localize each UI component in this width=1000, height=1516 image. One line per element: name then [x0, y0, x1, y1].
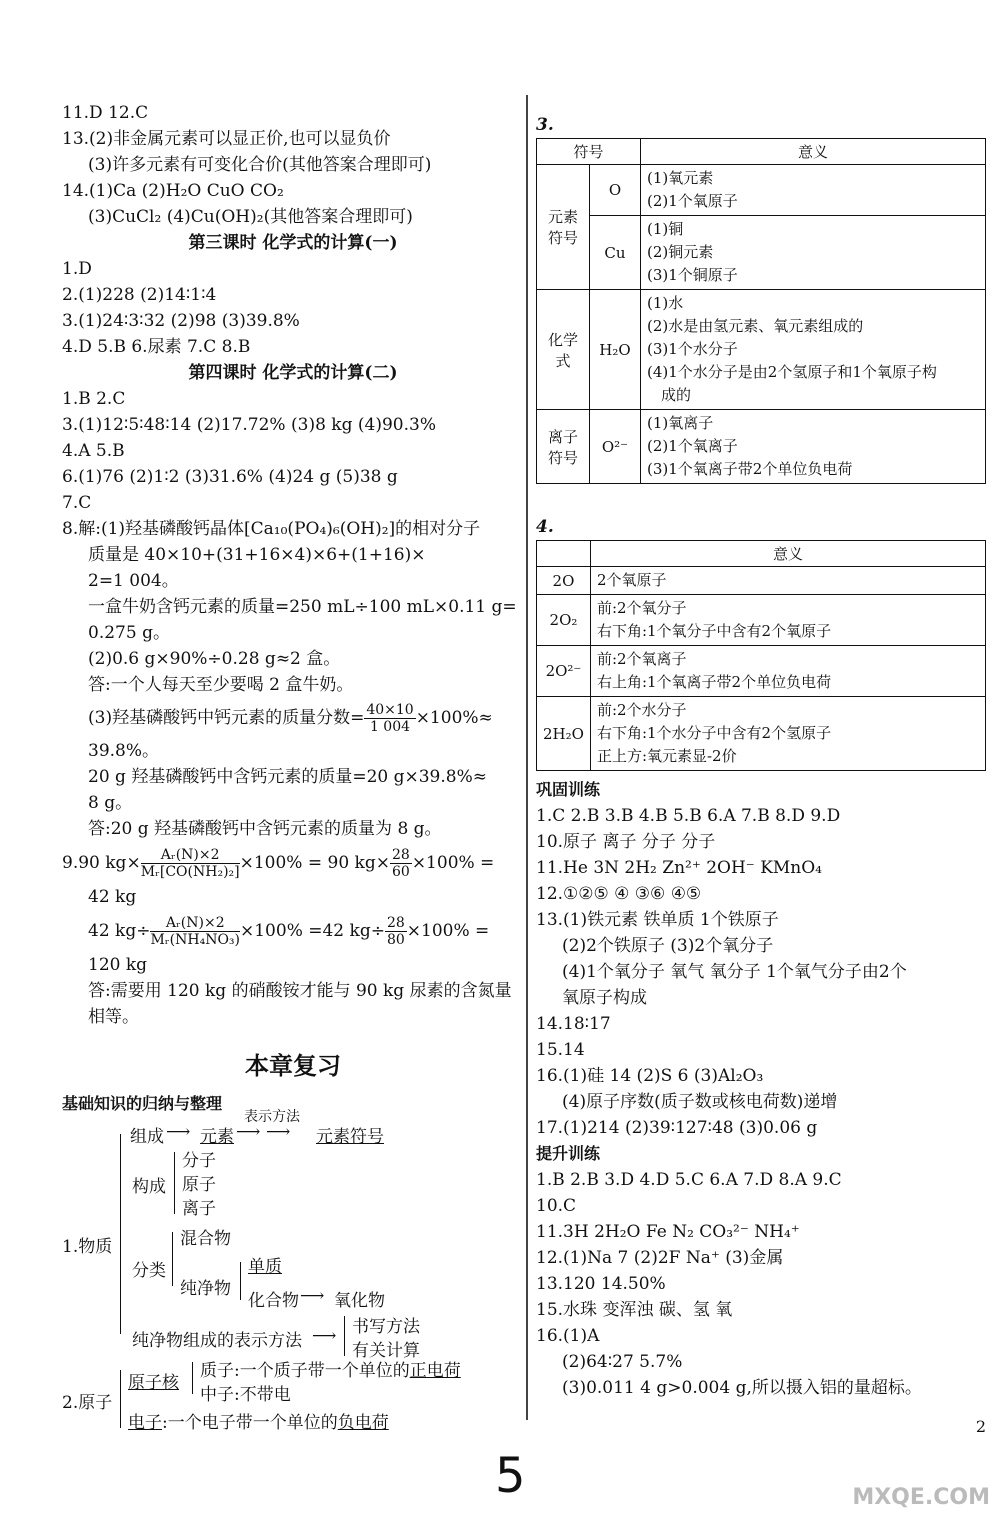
- answer-line: [62, 910, 524, 952]
- fraction-numerator: 28: [386, 915, 405, 931]
- page-number: 2: [975, 1417, 986, 1436]
- fraction: [364, 702, 415, 735]
- review-subtitle: 基础知识的归纳与整理: [62, 1094, 223, 1113]
- table-row: [537, 567, 986, 595]
- answer-line: 3.(1)24∶3∶32 (2)98 (3)39.8%: [62, 311, 300, 331]
- atom-node: 电子: [128, 1413, 162, 1433]
- symbol-cell: 2O₂: [537, 595, 591, 646]
- tree-brace: [240, 1262, 247, 1300]
- meaning-line: (3)1个氧离子带2个单位负电荷: [647, 460, 853, 478]
- tree-node: 元素符号: [316, 1127, 384, 1147]
- tree-leaf: 化合物: [248, 1291, 299, 1311]
- answer-line: (2)0.6 g×90%÷0.28 g≈2 盒。: [88, 649, 341, 669]
- meaning-cell: [590, 567, 985, 595]
- tree-leaf: 有关计算: [352, 1341, 420, 1361]
- meaning-line: 前:2个氧分子: [596, 599, 687, 617]
- watermark: MXQE.COM: [852, 1485, 990, 1510]
- meaning-cell: [641, 216, 986, 290]
- answer-line: 14.18∶17: [536, 1014, 611, 1034]
- meaning-line: (2)1个氧原子: [647, 192, 738, 210]
- answer-line: 8 g。: [88, 793, 133, 813]
- atom-node: 中子:不带电: [200, 1385, 291, 1405]
- meaning-cell: [590, 646, 985, 697]
- question-number: 3.: [536, 115, 554, 135]
- tree-leaf: 混合物: [180, 1229, 231, 1249]
- meaning-line: (1)铜: [647, 220, 684, 238]
- symbol-cell: Cu: [590, 216, 641, 290]
- answer-line: 6.(1)76 (2)1∶2 (3)31.6% (4)24 g (5)38 g: [62, 467, 398, 487]
- answer-line: 8.解:(1)羟基磷酸钙晶体[Ca₁₀(PO₄)₆(OH)₂]的相对分子: [62, 519, 481, 539]
- table-header-row: [537, 139, 986, 165]
- tree-node: 纯净物: [180, 1279, 231, 1299]
- tree-leaf: 原子: [182, 1175, 216, 1195]
- group-cell: 元素符号: [537, 165, 590, 290]
- tree-leaf: 氧化物: [334, 1291, 385, 1311]
- answer-line: 一盒牛奶含钙元素的质量=250 mL÷100 mL×0.11 g=: [88, 597, 517, 617]
- meaning-line: (3)1个铜原子: [647, 266, 738, 284]
- atom-structure: [62, 1361, 524, 1434]
- meaning-line: 成的: [661, 386, 692, 404]
- formula-text: ×100% =: [411, 853, 495, 873]
- tree-leaf: 分子: [182, 1151, 216, 1171]
- meaning-cell: [590, 697, 985, 771]
- fraction: [385, 915, 407, 948]
- formula-text: 42 kg÷: [88, 921, 151, 941]
- tree-node: 组成: [130, 1127, 164, 1147]
- answer-line: 氧原子构成: [562, 988, 647, 1008]
- answer-line: 4.D 5.B 6.尿素 7.C 8.B: [62, 337, 251, 357]
- tree-leaf: 单质: [248, 1257, 282, 1277]
- meaning-line: 右下角:1个水分子中含有2个氢原子: [596, 724, 832, 742]
- question-number: 4.: [536, 517, 554, 537]
- fraction: [150, 915, 240, 948]
- table-header: 意义: [641, 139, 986, 165]
- chapter-review-title: 本章复习: [245, 1052, 341, 1080]
- table-header: 符号: [537, 139, 641, 165]
- table-header: 意义: [590, 541, 985, 567]
- formula-text: ×100%≈: [415, 708, 493, 728]
- answer-line: 0.275 g。: [88, 623, 170, 643]
- meaning-line: (2)水是由氢元素、氧元素组成的: [647, 317, 864, 335]
- arrow-icon: ⟶: [312, 1326, 337, 1346]
- meaning-line: 前:2个水分子: [596, 701, 687, 719]
- tree-node: 构成: [132, 1177, 166, 1197]
- tree-leaf: 离子: [182, 1199, 216, 1219]
- table-header-row: [537, 541, 986, 567]
- answer-line: [62, 698, 524, 738]
- answer-line: 12.(1)Na 7 (2)2F Na⁺ (3)金属: [536, 1248, 784, 1268]
- meaning-line: (3)1个水分子: [647, 340, 738, 358]
- symbol-cell: 2O: [537, 567, 591, 595]
- tree-brace: [192, 1362, 199, 1394]
- answer-line: 15.14: [536, 1040, 585, 1060]
- arrow-icon: ⟶: [166, 1122, 191, 1142]
- answer-line: 11.3H 2H₂O Fe N₂ CO₃²⁻ NH₄⁺: [536, 1222, 800, 1242]
- meaning-line: (1)氧元素: [647, 169, 714, 187]
- meaning-cell: [641, 290, 986, 410]
- answer-line: 12.①②⑤ ④ ③⑥ ④⑤: [536, 884, 702, 904]
- arrow-icon: ⟶: [236, 1122, 261, 1142]
- answer-line: 10.原子 离子 分子 分子: [536, 832, 716, 852]
- tree-root: 1.物质: [62, 1237, 113, 1257]
- meaning-line: (4)1个水分子是由2个氢原子和1个氧原子构: [647, 363, 937, 381]
- meaning-line: (1)水: [647, 294, 684, 312]
- answer-line: 16.(1)A: [536, 1326, 600, 1346]
- fraction-numerator: Aᵣ(N)×2: [141, 847, 240, 864]
- column-divider: [526, 95, 528, 1420]
- answer-line: (2)64∶27 5.7%: [562, 1352, 683, 1372]
- tree-brace: [120, 1134, 129, 1334]
- answer-line: 1.C 2.B 3.B 4.B 5.B 6.A 7.B 8.D 9.D: [536, 806, 841, 826]
- answer-line: (3)0.011 4 g>0.004 g,所以摄入铝的量超标。: [562, 1378, 922, 1398]
- group-cell: 离子符号: [537, 410, 590, 484]
- tree-node: 纯净物组成的表示方法: [132, 1331, 302, 1351]
- fraction: [390, 847, 412, 880]
- answer-line: 10.C: [536, 1196, 577, 1216]
- symbol-meaning-table: [536, 138, 986, 484]
- meaning-line: (2)1个氧离子: [647, 437, 738, 455]
- answer-line: 42 kg: [88, 887, 137, 907]
- fraction: [141, 847, 240, 880]
- symbol-cell: O²⁻: [590, 410, 641, 484]
- table-row: [537, 646, 986, 697]
- atom-node: 负电荷: [337, 1413, 389, 1433]
- tree-node: 元素: [200, 1127, 234, 1147]
- practice-title: 巩固训练: [536, 780, 601, 799]
- answer-line: (3)CuCl₂ (4)Cu(OH)₂(其他答案合理即可): [88, 207, 413, 227]
- answer-line: 13.(1)铁元素 铁单质 1个铁原子: [536, 910, 779, 930]
- answer-line: 答:一个人每天至少要喝 2 盒牛奶。: [88, 675, 354, 695]
- formula-text: (3)羟基磷酸钙中钙元素的质量分数=: [88, 708, 365, 728]
- answer-line: 13.120 14.50%: [536, 1274, 666, 1294]
- table-header: [537, 541, 591, 567]
- answer-line: 3.(1)12∶5∶48∶14 (2)17.72% (3)8 kg (4)90.3%: [62, 415, 436, 435]
- answer-line: 20 g 羟基磷酸钙中含钙元素的质量=20 g×39.8%≈: [88, 767, 487, 787]
- answer-line: (2)2个铁原子 (3)2个氧分子: [562, 936, 774, 956]
- table-row: [537, 697, 986, 771]
- arrow-icon: ⟶: [300, 1286, 325, 1306]
- answer-line: [62, 842, 524, 884]
- fraction-denominator: Mᵣ(NH₄NO₃): [150, 932, 240, 948]
- symbol-meaning-table-2: [536, 540, 986, 771]
- answer-line: 39.8%。: [88, 741, 160, 761]
- meaning-line: 右下角:1个氧分子中含有2个氧原子: [596, 622, 832, 640]
- answer-line: 2.(1)228 (2)14∶1∶4: [62, 285, 217, 305]
- fraction-denominator: Mᵣ[CO(NH₂)₂]: [140, 864, 240, 880]
- answer-line: 11.D 12.C: [62, 103, 149, 123]
- meaning-line: (1)氧离子: [647, 414, 714, 432]
- fraction-numerator: Aᵣ(N)×2: [150, 915, 240, 932]
- answer-line: 1.B 2.B 3.D 4.D 5.C 6.A 7.D 8.A 9.C: [536, 1170, 842, 1190]
- answer-line: 答:需要用 120 kg 的硝酸铵才能与 90 kg 尿素的含氮量: [88, 981, 512, 1001]
- fraction-denominator: 80: [386, 932, 405, 948]
- answer-line: 7.C: [62, 493, 92, 513]
- symbol-cell: 2H₂O: [537, 697, 591, 771]
- answer-line: (3)许多元素有可变化合价(其他答案合理即可): [88, 155, 432, 175]
- answer-line: 14.(1)Ca (2)H₂O CuO CO₂: [62, 181, 284, 201]
- answer-line: 16.(1)硅 14 (2)S 6 (3)Al₂O₃: [536, 1066, 764, 1086]
- answer-line: 1.B 2.C: [62, 389, 126, 409]
- answer-line: (4)原子序数(质子数或核电荷数)递增: [562, 1092, 838, 1112]
- formula-text: ×100% = 90 kg×: [239, 853, 390, 873]
- answer-line: 相等。: [88, 1007, 139, 1027]
- tree-brace: [120, 1370, 127, 1428]
- meaning-cell: [641, 410, 986, 484]
- table-row: [537, 595, 986, 646]
- practice-title: 提升训练: [536, 1144, 601, 1163]
- tree-leaf: 书写方法: [352, 1317, 420, 1337]
- atom-node: 原子核: [128, 1373, 179, 1393]
- table-row: [537, 290, 986, 410]
- answer-line: 120 kg: [88, 955, 148, 975]
- symbol-cell: H₂O: [590, 290, 641, 410]
- table-row: [537, 410, 986, 484]
- meaning-line: 右上角:1个氧离子带2个单位负电荷: [596, 673, 832, 691]
- meaning-cell: [641, 165, 986, 216]
- handwritten-mark: 5: [495, 1448, 526, 1504]
- tree-brace: [172, 1232, 179, 1286]
- symbol-cell: O: [590, 165, 641, 216]
- answer-line: 13.(2)非金属元素可以显正价,也可以显负价: [62, 129, 391, 149]
- answer-line: (4)1个氧分子 氧气 氧分子 1个氧气分子由2个: [562, 962, 907, 982]
- meaning-line: 前:2个氧离子: [596, 650, 687, 668]
- atom-node: 正电荷: [409, 1361, 461, 1381]
- right-column: [536, 112, 986, 1401]
- answer-line: 11.He 3N 2H₂ Zn²⁺ 2OH⁻ KMnO₄: [536, 858, 822, 878]
- atom-node: [200, 1356, 461, 1381]
- atom-root: 2.原子: [62, 1393, 113, 1413]
- answer-line: 1.D: [62, 259, 92, 279]
- tree-arrow-label: 表示方法: [244, 1109, 300, 1125]
- formula-text: ×100% =: [406, 921, 490, 941]
- meaning-line: 2个氧原子: [596, 571, 667, 589]
- section-title: 第四课时 化学式的计算(二): [188, 363, 398, 383]
- fraction-denominator: 60: [391, 864, 410, 880]
- atom-node: 质子:一个质子带一个单位的: [200, 1361, 410, 1381]
- tree-node: 分类: [132, 1261, 166, 1281]
- atom-node: :一个电子带一个单位的: [162, 1413, 338, 1433]
- left-column: [62, 100, 524, 1434]
- symbol-cell: 2O²⁻: [537, 646, 591, 697]
- meaning-line: (2)铜元素: [647, 243, 714, 261]
- meaning-line: 正上方:氧元素显-2价: [596, 747, 737, 765]
- table-row: [537, 165, 986, 216]
- group-cell: 化学式: [537, 290, 590, 410]
- fraction-denominator: 1 004: [369, 719, 411, 735]
- answer-line: 15.水珠 变浑浊 碳、氢 氧: [536, 1300, 733, 1320]
- tree-brace: [174, 1152, 181, 1214]
- fraction-numerator: 40×10: [366, 702, 414, 718]
- formula-text: 9.90 kg×: [62, 853, 141, 873]
- tree-brace: [344, 1316, 351, 1356]
- atom-node: [128, 1408, 389, 1433]
- answer-line: 17.(1)214 (2)39∶127∶48 (3)0.06 g: [536, 1118, 818, 1138]
- section-title: 第三课时 化学式的计算(一): [188, 233, 398, 253]
- answer-line: 2=1 004。: [88, 571, 179, 591]
- formula-text: ×100% =42 kg÷: [240, 921, 385, 941]
- fraction-numerator: 28: [391, 847, 410, 863]
- table-row: [537, 216, 986, 290]
- arrow-icon: ⟶: [266, 1122, 291, 1142]
- meaning-cell: [590, 595, 985, 646]
- answer-line: 质量是 40×10+(31+16×4)×6+(1+16)×: [88, 545, 426, 565]
- answer-line: 4.A 5.B: [62, 441, 125, 461]
- answer-line: 答:20 g 羟基磷酸钙中含钙元素的质量为 8 g。: [88, 819, 442, 839]
